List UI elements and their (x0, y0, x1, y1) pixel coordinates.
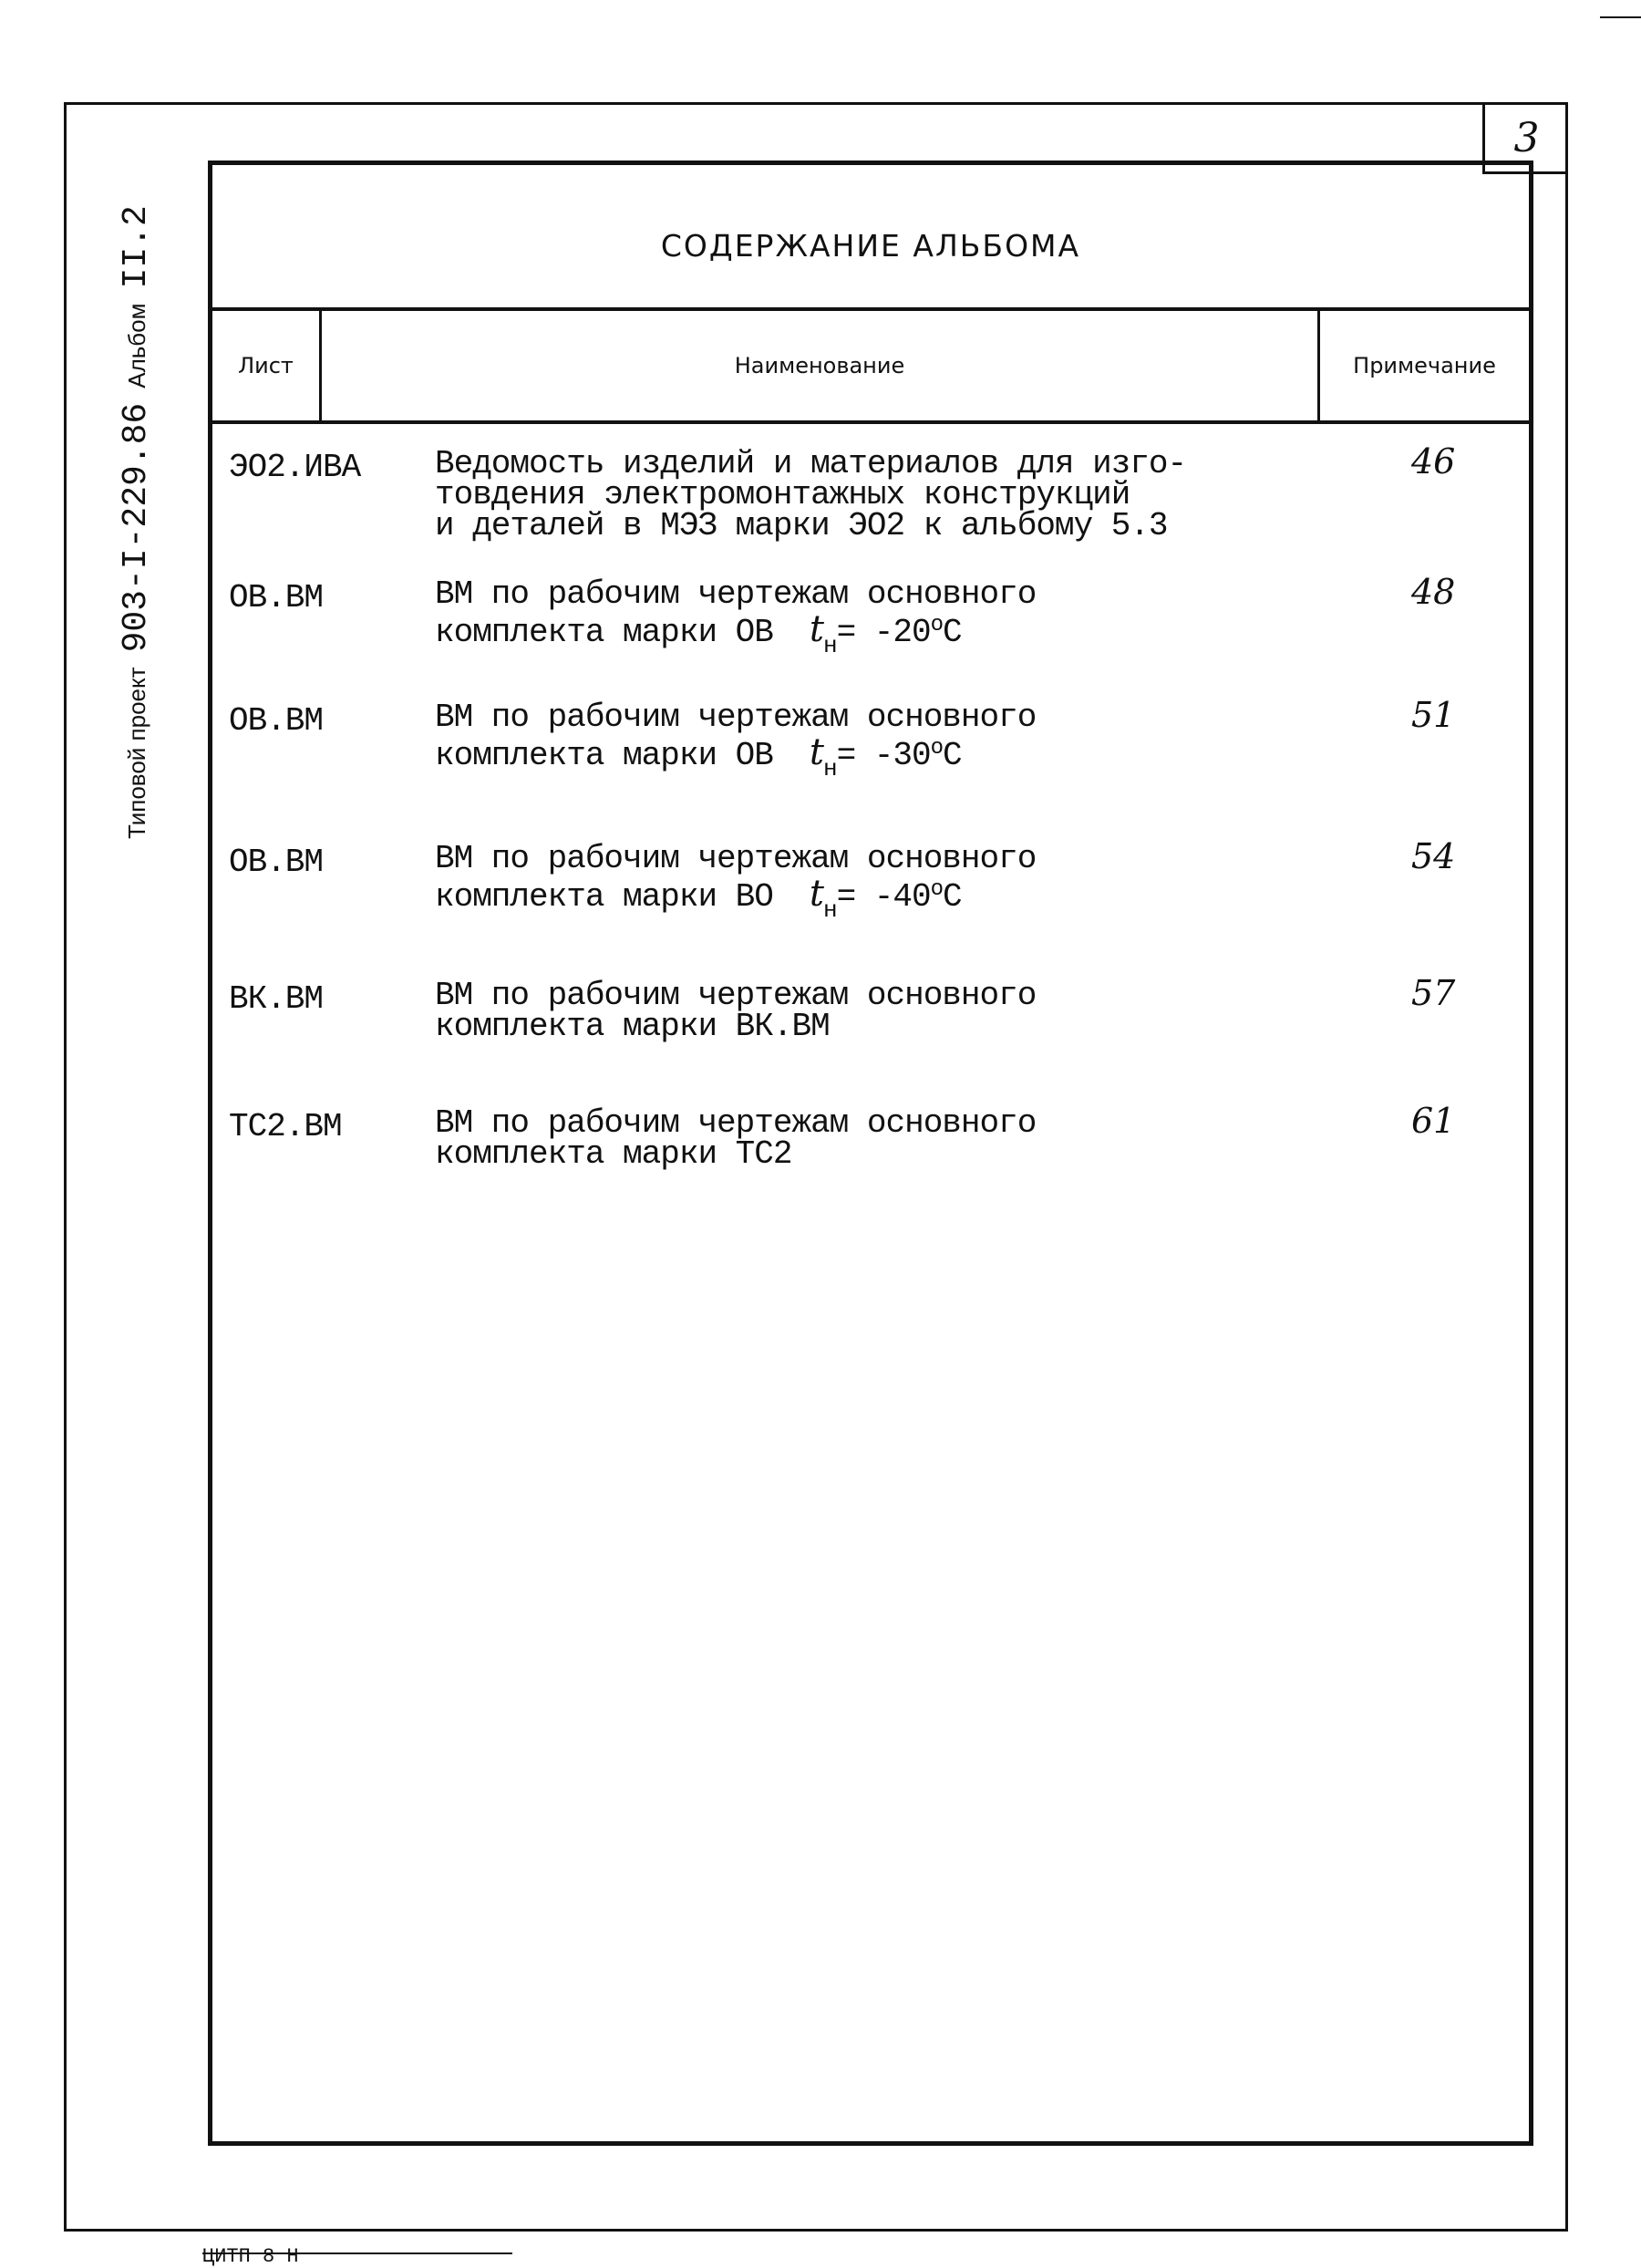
degree-mark: o (930, 877, 943, 902)
row-name-line: комплекта марки ВК.ВМ (435, 1008, 830, 1045)
degree-mark: o (930, 613, 943, 637)
row-note: 61 (1411, 1101, 1456, 1141)
album-number: II.2 (117, 205, 156, 289)
row-code: ОВ.ВМ (229, 579, 324, 616)
row-note: 54 (1411, 836, 1456, 876)
row-name-line (435, 733, 1219, 784)
row-name-line: ВМ по рабочим чертежам основного (435, 575, 1037, 613)
degree-mark: o (930, 736, 943, 761)
row-name (435, 445, 1219, 544)
bottom-stamp: ЦИТП 8 Н (202, 2245, 299, 2268)
temperature-unit: C (943, 878, 962, 916)
row-name-line: ВМ по рабочим чертежам основного (435, 840, 1037, 877)
row-name-line (435, 610, 1219, 661)
sheet-number: 3 (1513, 115, 1540, 161)
row-code: ВК.ВМ (229, 980, 324, 1018)
temperature-value: = -40 (836, 878, 931, 916)
temperature-symbol: t (809, 873, 823, 915)
header-name: Наименование (322, 311, 1320, 420)
temperature-subscript: н (822, 632, 837, 659)
album-label: Альбом (123, 303, 150, 388)
row-name-line: ВМ по рабочим чертежам основного (435, 977, 1037, 1014)
row-code: ЭО2.ИВА (229, 449, 361, 486)
row-note: 48 (1411, 572, 1456, 612)
temperature-unit: C (943, 614, 962, 651)
row-name-line: ВМ по рабочим чертежам основного (435, 699, 1037, 736)
side-stamp-content (117, 205, 156, 839)
project-label: Типовой проект (123, 667, 150, 839)
temperature-symbol: t (809, 731, 823, 773)
row-name-line (435, 875, 1219, 926)
row-name (435, 699, 1219, 784)
temperature-unit: C (943, 737, 962, 774)
row-name (435, 840, 1219, 926)
document-title: СОДЕРЖАНИЕ АЛЬБОМА (660, 228, 1081, 264)
temperature-value: = -20 (836, 614, 931, 651)
row-name-text: комплекта марки ОВ (435, 737, 773, 774)
row-name-line: товдения электромонтажных конструкций (435, 476, 1130, 513)
header-note: Примечание (1353, 353, 1496, 378)
project-code: 903-I-229.86 (117, 402, 156, 653)
row-name (435, 977, 1219, 1045)
table-header (212, 307, 1529, 424)
row-name-line: Ведомость изделий и материалов для изго- (435, 445, 1187, 482)
corner-mark (1600, 16, 1641, 18)
temperature-value: = -30 (836, 737, 931, 774)
row-note: 46 (1411, 441, 1456, 482)
header-sheet: Лист (212, 311, 322, 420)
temperature-symbol: t (809, 608, 823, 650)
row-note: 57 (1411, 973, 1456, 1013)
row-name-line: ВМ по рабочим чертежам основного (435, 1104, 1037, 1142)
temperature-subscript: н (822, 755, 837, 782)
row-code: ОВ.ВМ (229, 702, 324, 740)
row-name-text: комплекта марки ВО (435, 878, 773, 916)
row-note: 51 (1411, 695, 1456, 735)
row-name (435, 575, 1219, 661)
row-name (435, 1104, 1219, 1173)
row-name-text: комплекта марки ОВ (435, 614, 773, 651)
row-code: ОВ.ВМ (229, 844, 324, 881)
row-name-line: и деталей в МЭЗ марки ЭО2 к альбому 5.3 (435, 507, 1168, 544)
temperature-subscript: н (822, 896, 837, 924)
row-name-line: комплекта марки ТС2 (435, 1135, 792, 1173)
row-code: ТС2.ВМ (229, 1108, 342, 1145)
